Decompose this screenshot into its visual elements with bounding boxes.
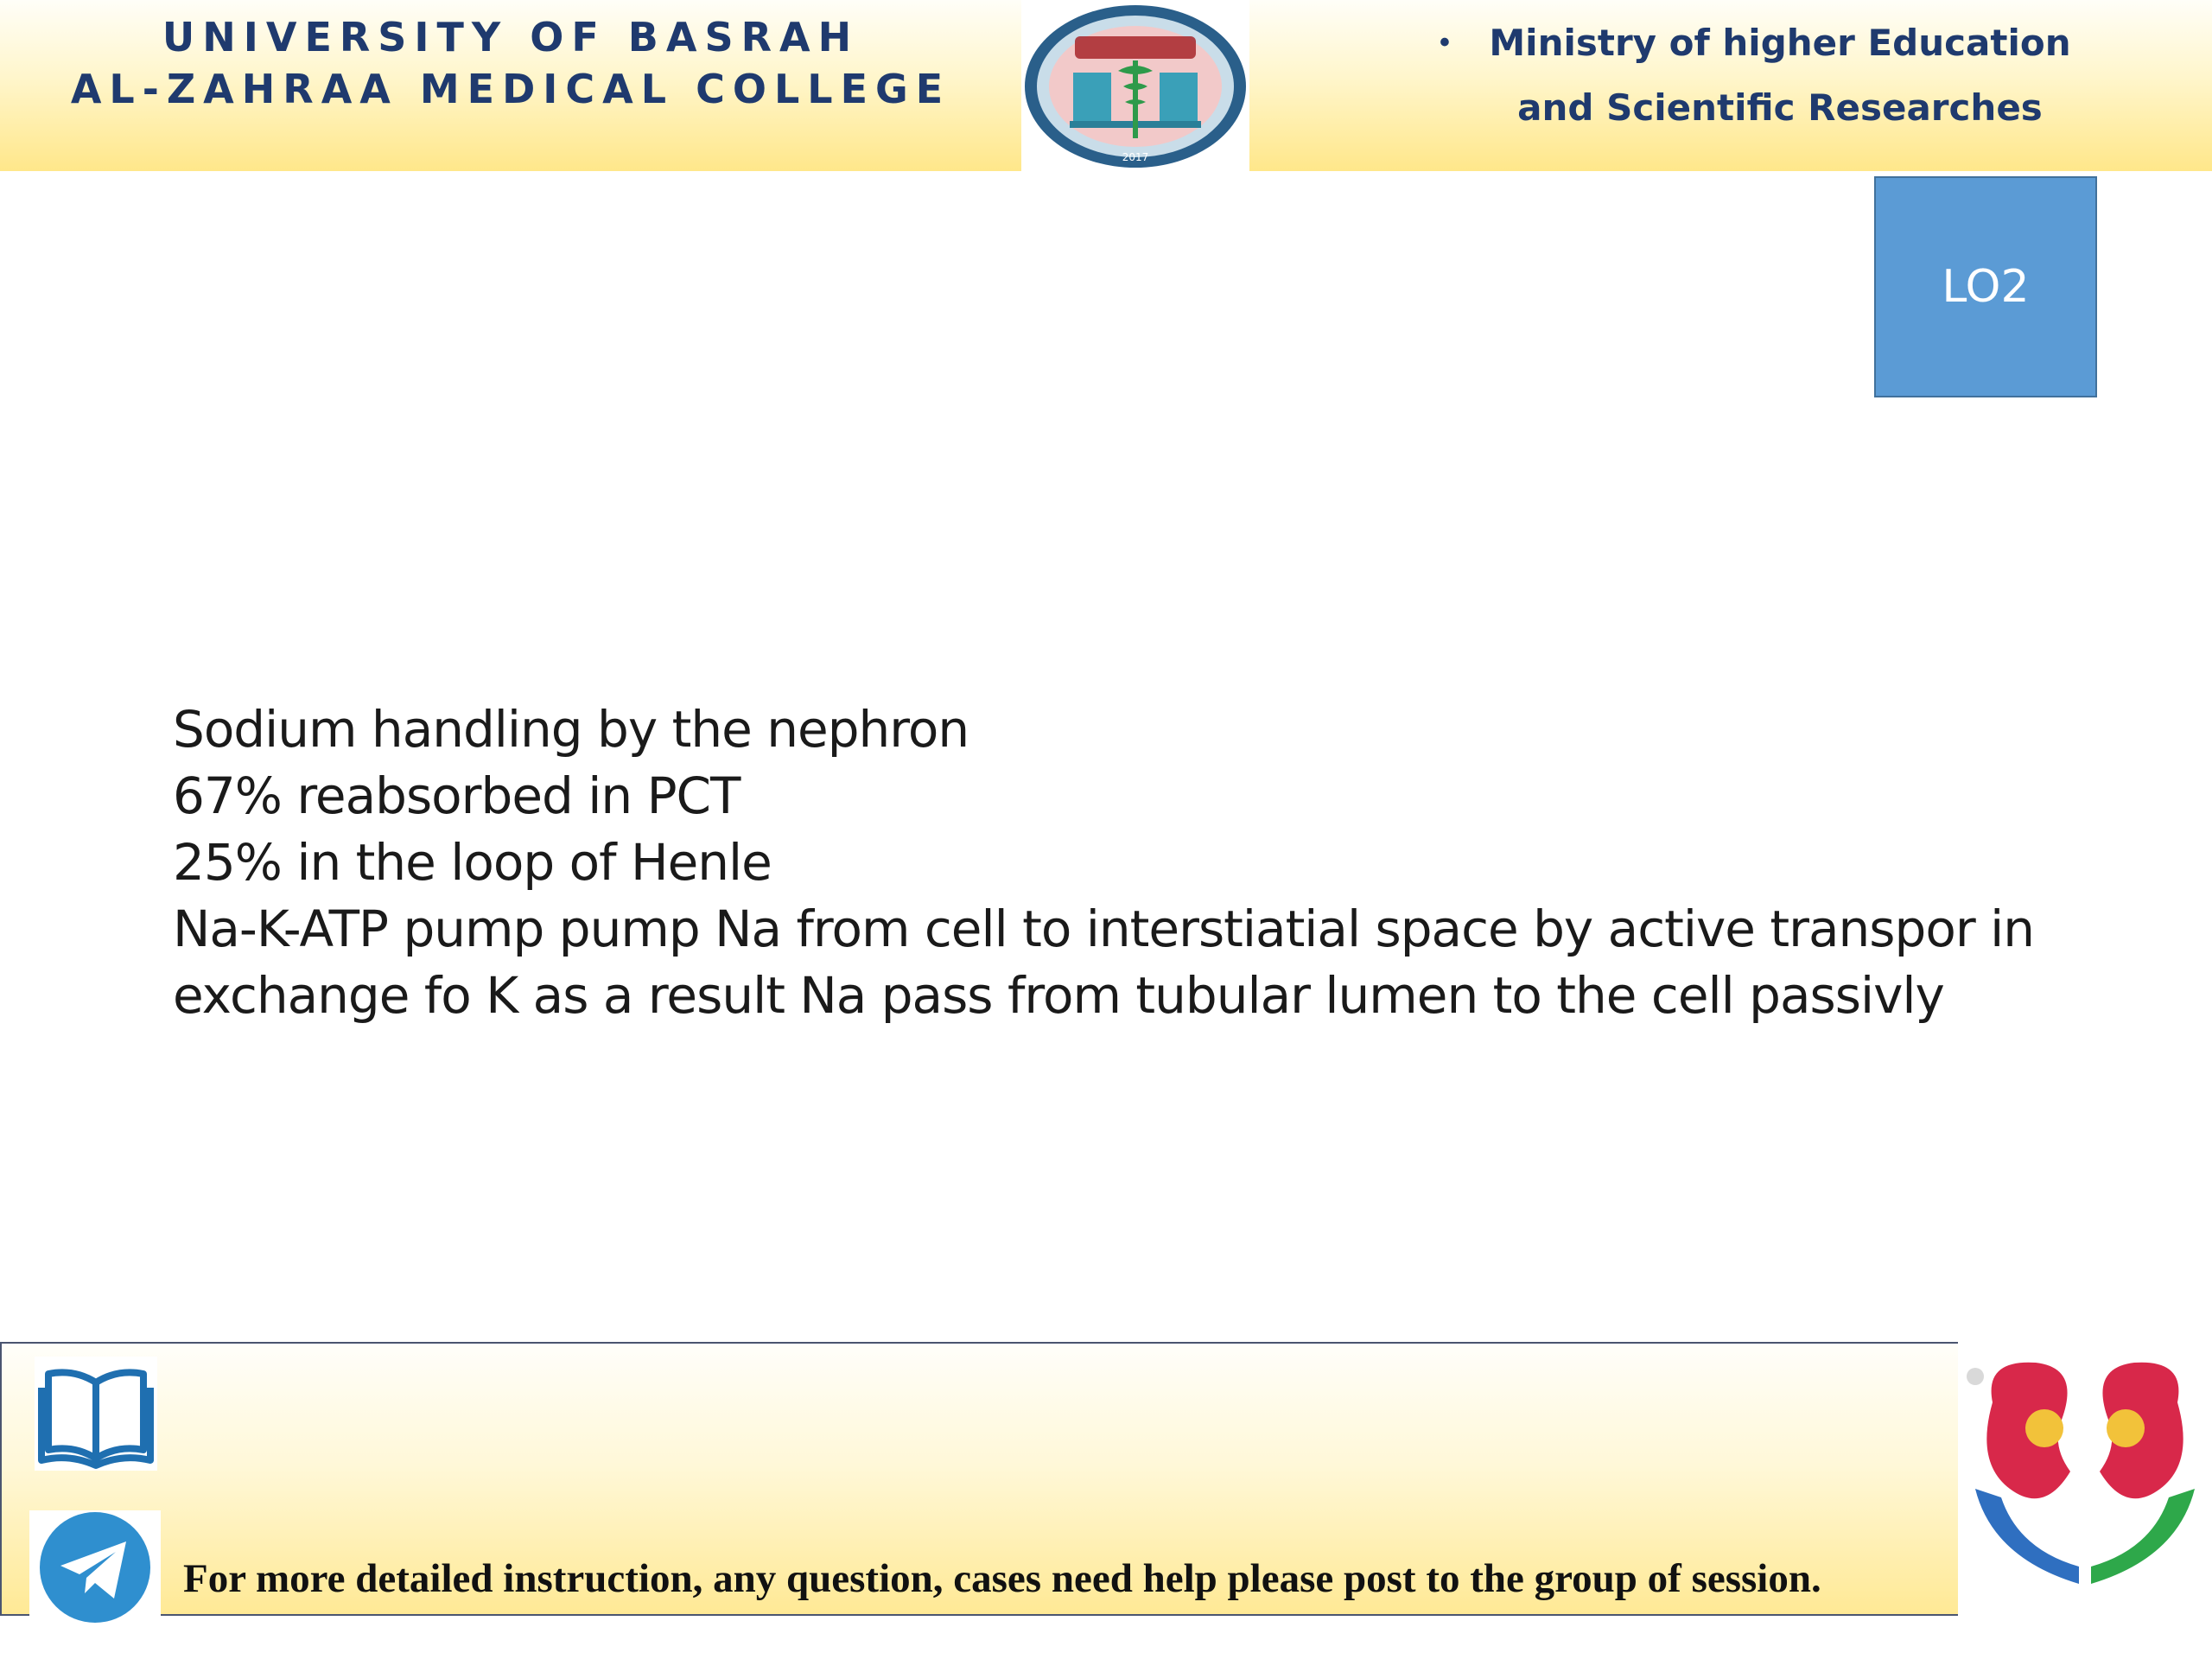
body-line-heading: Sodium handling by the nephron [173,700,969,759]
ministry-line-1: Ministry of higher Education [1489,22,2071,64]
lo-badge: LO2 [1874,176,2097,397]
bullet-marker: • [1440,26,1450,59]
open-book-icon[interactable] [35,1357,157,1471]
ministry-title [1417,10,2143,140]
footer-instruction: For more detailed instruction, any question, cases need help please post to the group of session. [183,1556,1821,1601]
svg-text:2017: 2017 [1122,151,1149,163]
body-line: 25% in the loop of Henle [173,833,772,892]
college-seal-icon [1021,0,1249,171]
university-name: UNIVERSITY OF BASRAH [162,14,860,60]
telegram-icon[interactable] [29,1510,161,1624]
body-line: exchange fo K as a result Na pass from tubular lumen to the cell passivly [173,966,1944,1025]
college-name: AL-ZAHRAA MEDICAL COLLEGE [70,66,951,112]
kidney-hands-icon [1958,1342,2212,1601]
body-line: 67% reabsorbed in PCT [173,766,741,825]
slide-body [173,696,2108,1029]
ministry-line-2: and Scientific Researches [1517,86,2043,129]
body-line: Na-K-ATP pump pump Na from cell to interstiatial space by active transpor in [173,899,2034,958]
header-left-banner [0,0,1021,171]
